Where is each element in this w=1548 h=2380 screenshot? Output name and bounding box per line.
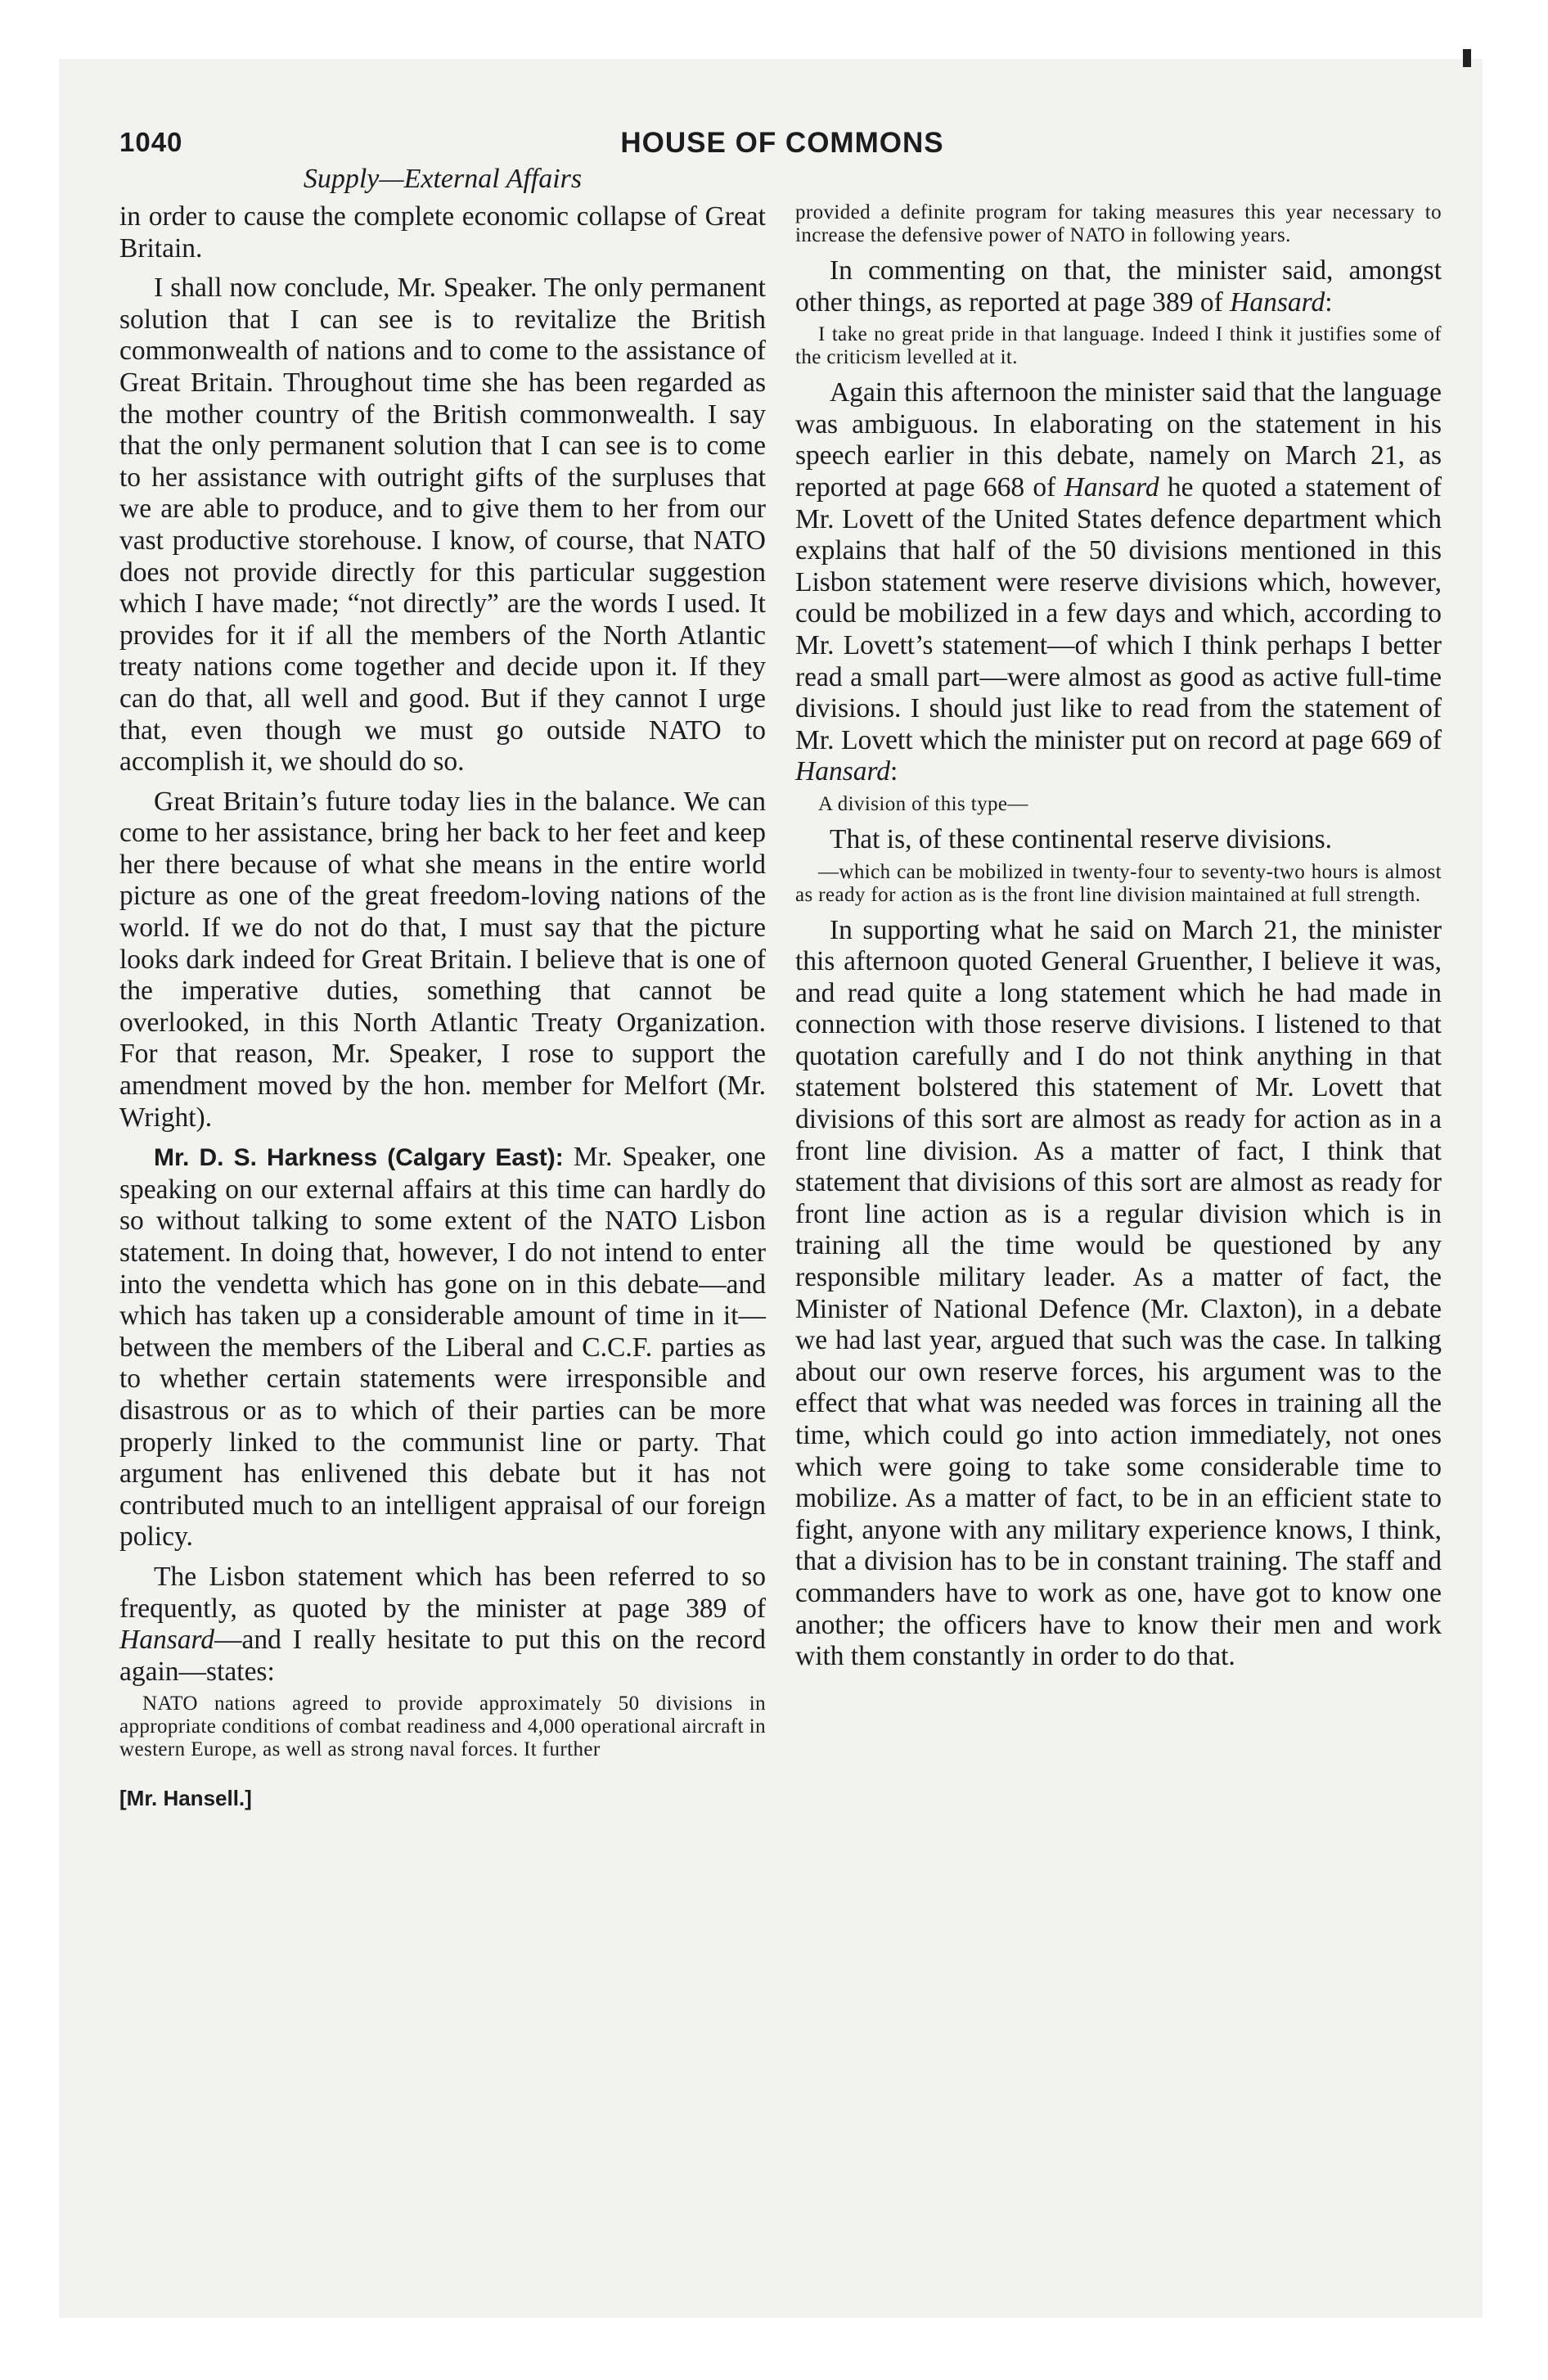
paragraph: in order to cause the complete economic collapse of Great Britain. bbox=[119, 201, 766, 264]
right-column bbox=[795, 201, 1442, 1673]
hansard-reference: Hansard bbox=[1230, 286, 1325, 318]
paragraph bbox=[119, 1142, 766, 1553]
paragraph bbox=[795, 377, 1442, 788]
block-quote: provided a definite program for taking measures this year necessary to increase the defensive power of NATO in following years. bbox=[795, 201, 1442, 246]
paragraph-text: The Lisbon statement which has been referred to so frequently, as quoted by the minister at page 389 of bbox=[119, 1561, 766, 1624]
page-header bbox=[119, 127, 1445, 168]
running-head: HOUSE OF COMMONS bbox=[620, 127, 944, 159]
paragraph-text: In commenting on that, the minister said, amongst other things, as reported at page 389 of bbox=[795, 255, 1442, 318]
paragraph-text: Mr. Speaker, one speaking on our external affairs at this time can hardly do so without talking to some extent of the NATO Lisbon statement. In doing that, however, I do not intend to enter into the vendetta which has gone on in this debate—and which has taken up a considerable amount of time in it—between the members of the Liberal and C.C.F. parties as to whether certain statements were irresponsible and disastrous or as to which of their parties can be more properly linked to the communist line or party. That argument has enlivened this debate but it has not contributed much to an intelligent appraisal of our foreign policy. bbox=[119, 1142, 766, 1553]
paragraph bbox=[119, 1562, 766, 1688]
speaker-attribution: [Mr. Hansell.] bbox=[119, 1786, 252, 1811]
section-title: Supply—External Affairs bbox=[303, 164, 583, 194]
speaker-name: Mr. D. S. Harkness (Calgary East): bbox=[154, 1144, 564, 1172]
hansard-reference: Hansard bbox=[1064, 471, 1159, 503]
hansard-reference: Hansard bbox=[795, 756, 891, 787]
paragraph: Great Britain’s future today lies in the balance. We can come to her assistance, bring her back to her feet and keep her there because of what she means in the entire world picture as one of the great freedom-loving nations of the world. If we do not do that, I must say that the picture looks dark indeed for Great Britain. I believe that is one of the imperative duties, something that cannot be overlooked, in this North Atlantic Treaty Organization. For that reason, Mr. Speaker, I rose to support the amendment moved by the hon. member for Melfort (Mr. Wright). bbox=[119, 786, 766, 1133]
block-quote: I take no great pride in that language. Indeed I think it justifies some of the criticism levelled at it. bbox=[795, 323, 1442, 369]
paragraph-text: he quoted a statement of Mr. Lovett of the United States defence department which explains that half of the 50 divisions mentioned in this Lisbon statement were reserve divisions which, however, could be mobilized in a few days and which, according to Mr. Lovett’s statement—of which I think perhaps I better read a small part—were almost as good as active full-time divisions. I should just like to read from the statement of Mr. Lovett which the minister put on record at page 669 of bbox=[795, 471, 1442, 755]
paragraph bbox=[795, 255, 1442, 318]
left-column bbox=[119, 201, 766, 1814]
paragraph-text: —and I really hesitate to put this on the record again—states: bbox=[119, 1625, 766, 1687]
paragraph-text: Again this afternoon the minister said that the language was ambiguous. In elaborating on the statement in his speech earlier in this debate, namely on March 21, as reported at page 668 of bbox=[795, 377, 1442, 503]
paragraph: That is, of these continental reserve divisions. bbox=[830, 823, 1333, 854]
paragraph-text: : bbox=[890, 756, 898, 787]
block-quote: A division of this type— bbox=[818, 792, 1028, 815]
scan-corner-mark bbox=[1463, 49, 1471, 67]
paragraph-text: : bbox=[1325, 286, 1333, 318]
hansard-reference: Hansard bbox=[119, 1625, 215, 1656]
page-number: 1040 bbox=[119, 127, 183, 157]
block-quote: NATO nations agreed to provide approximately 50 divisions in appropriate conditions of combat readiness and 4,000 operational aircraft in western Europe, as well as strong naval forces. It further bbox=[119, 1693, 766, 1761]
paragraph: In supporting what he said on March 21, the minister this afternoon quoted General Gruenther, I believe it was, and read quite a long statement which he had made in connection with those reserve divisions. I listened to that quotation carefully and I do not think anything in that statement bolstered this statement of Mr. Lovett that divisions of this sort are almost as ready for action as in a front line division. As a matter of fact, I think that statement that divisions of this sort are almost as ready for front line action as is a regular division which is in training all the time would be questioned by any responsible military leader. As a matter of fact, the Minister of National Defence (Mr. Claxton), in a debate we had last year, argued that such was the case. In talking about our own reserve forces, his argument was to the effect that what was needed was forces in training all the time, which could go into action immediately, not ones which were going to take some considerable time to mobilize. As a matter of fact, to be in an efficient state to fight, anyone with any military experience knows, I think, that a division has to be in constant training. The staff and commanders have to work as one, have got to know one another; the officers have to know their men and work with them constantly in order to do that. bbox=[795, 914, 1442, 1672]
block-quote: —which can be mobilized in twenty-four to seventy-two hours is almost as ready for action as is the front line division maintained at full strength. bbox=[795, 860, 1442, 906]
paragraph: I shall now conclude, Mr. Speaker. The only permanent solution that I can see is to revitalize the British commonwealth of nations and to come to the assistance of Great Britain. Throughout time she has been regarded as the mother country of the British commonwealth. I say that the only permanent solution that I can see is to come to her assistance with outright gifts of the surpluses that we are able to produce, and to give them to her from our vast productive storehouse. I know, of course, that NATO does not provide directly for this particular suggestion which I have made; “not directly” are the words I used. It provides for it if all the members of the North Atlantic treaty nations come together and decide upon it. If they can do that, all well and good. But if they cannot I urge that, even though we must go outside NATO to accomplish it, we should do so. bbox=[119, 273, 766, 778]
